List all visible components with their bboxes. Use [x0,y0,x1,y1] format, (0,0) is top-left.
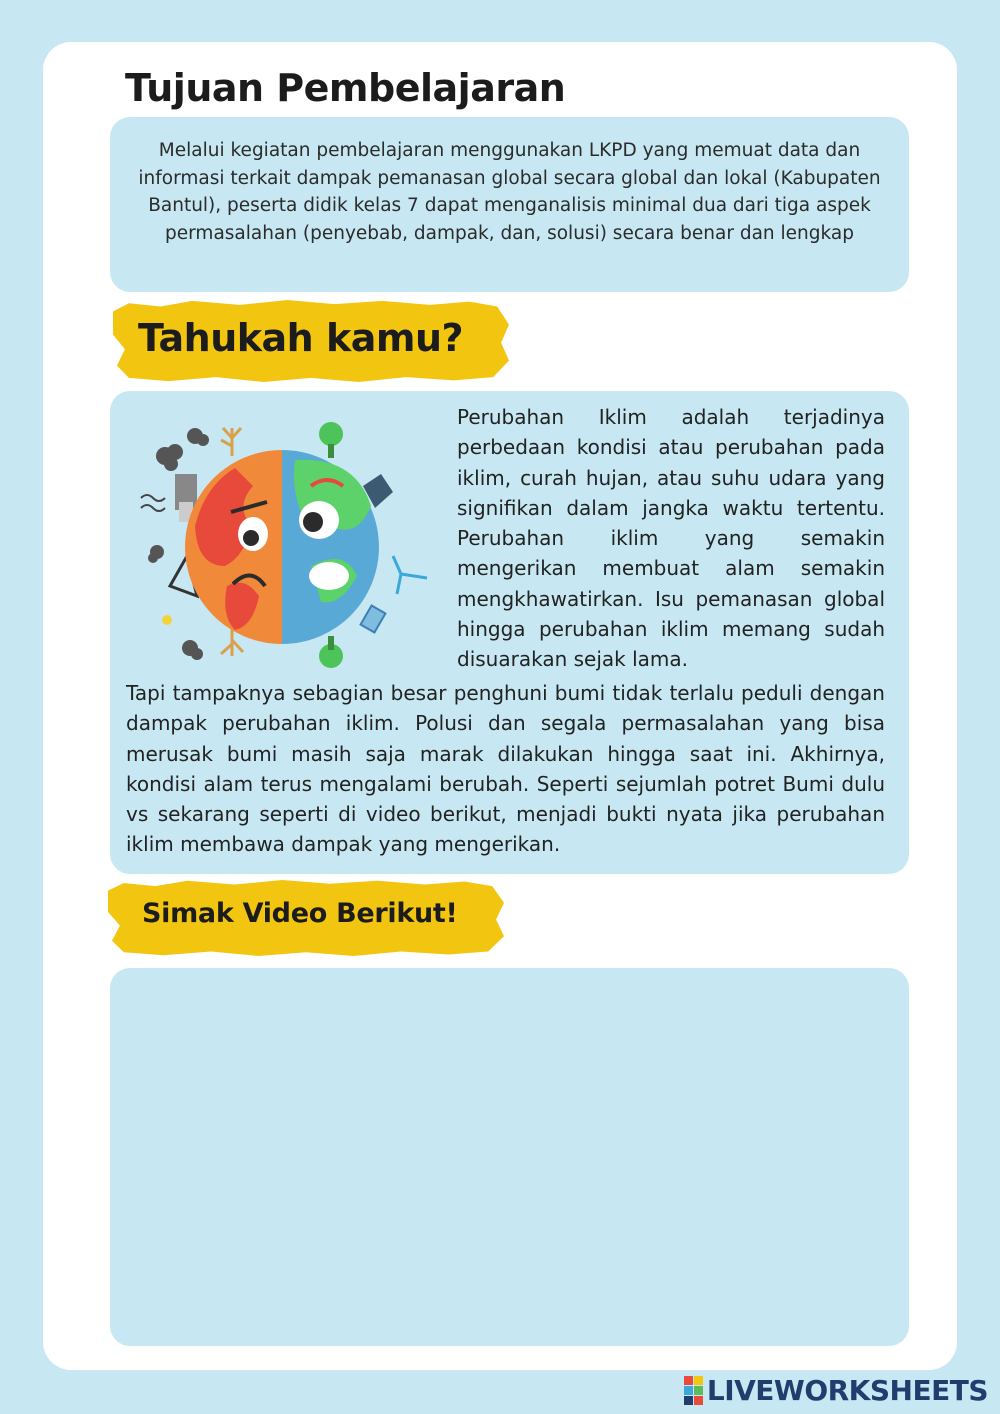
brand-name: LIVEWORKSHEETS [706,1373,988,1407]
climate-change-impact-text: Tapi tampaknya sebagian besar penghuni bumi tidak terlalu peduli dengan dampak perubahan iklim. Polusi dan segala permasalahan yang bisa merusak bumi masih saja marak dilakukan hingga saat ini. Akhirnya, kondisi alam terus mengalami berubah. Seperti sejumlah potret Bumi dulu vs sekarang seperti di video berikut, menjadi bukti nyata jika perubahan iklim membawa dampak yang mengerikan. [126,681,885,857]
page-title: Tujuan Pembelajaran [125,66,566,110]
learning-goal-box [110,117,909,292]
did-you-know-heading: Tahukah kamu? [138,316,464,360]
learning-goal-text: Melalui kegiatan pembelajaran menggunakan LKPD yang memuat data dan informasi terkait dampak pemanasan global secara global dan lokal (Kabupaten Bantul), peserta didik kelas 7 dapat menganalisis minimal dua dari tiga aspek permasalahan (penyebab, dampak, dan, solusi) secara benar dan lengkap [138,140,881,244]
video-heading: Simak Video Berikut! [142,898,458,929]
climate-change-definition: Perubahan Iklim adalah terjadinya perbedaan kondisi atau perubahan pada iklim, curah hujan, atau suhu udara yang signifikan dalam jangka waktu tertentu. Perubahan iklim yang semakin mengerikan membuat alam semakin mengkhawatirkan. Isu pemanasan global hingga perubahan iklim memang sudah disuarakan sejak lama. [457,405,885,672]
video-placeholder[interactable] [110,968,909,1346]
liveworksheets-logo-icon [684,1376,703,1405]
liveworksheets-logo [684,1373,988,1407]
climate-change-globe-illustration [135,416,435,678]
